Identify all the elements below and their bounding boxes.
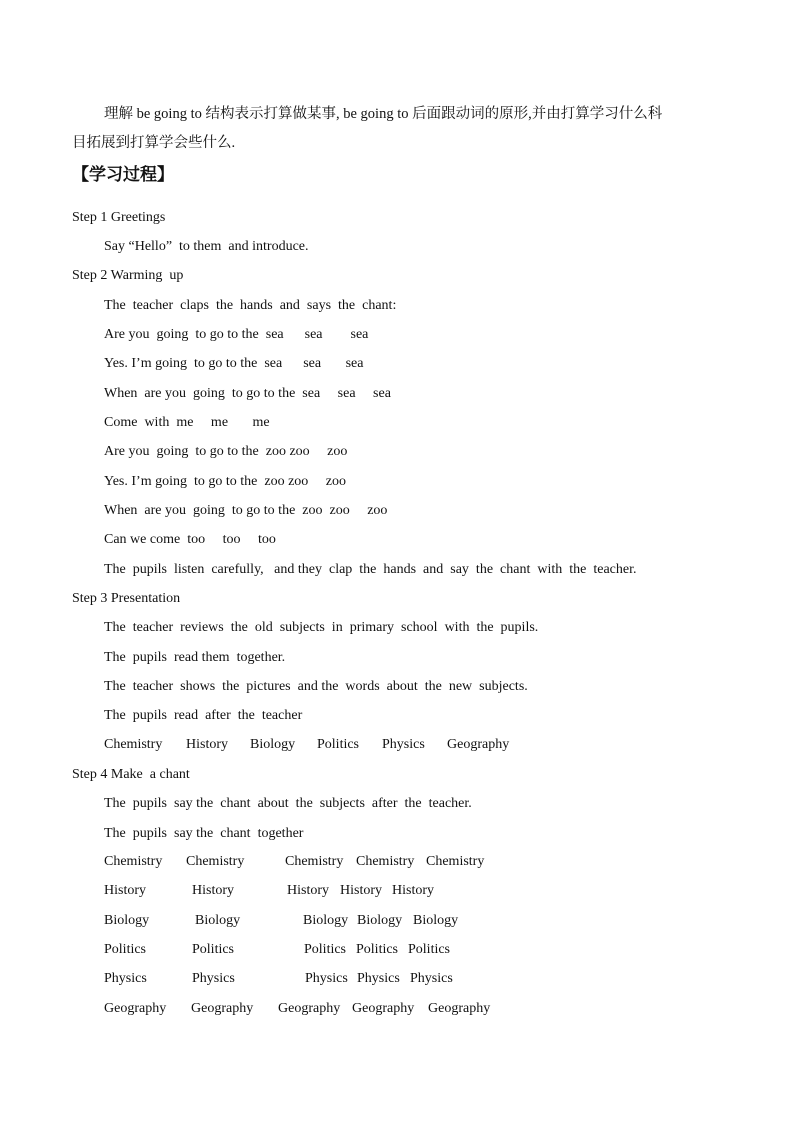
step-2-line: The teacher claps the hands and says the chant:	[104, 298, 397, 313]
step-4-title: Step 4 Make a chant	[72, 767, 190, 782]
step-2-line: The pupils listen carefully, and they clap the hands and say the chant with the teacher.	[104, 562, 637, 577]
chant-word: Biology	[303, 913, 349, 928]
chant-word: Politics	[356, 942, 399, 957]
subject-word: History	[186, 737, 228, 752]
step-2-line: Are you going to go to the sea sea sea	[104, 327, 369, 342]
chant-word: History	[104, 883, 146, 898]
subject-word: Politics	[317, 737, 360, 752]
step-3-title: Step 3 Presentation	[72, 591, 181, 606]
step-2-line: When are you going to go to the sea sea sea	[104, 386, 391, 401]
intro-line-2: 目拓展到打算学会些什么.	[72, 135, 236, 151]
chant-word: History	[192, 883, 234, 898]
chant-word: Chemistry	[104, 854, 163, 869]
step-2-line: Are you going to go to the zoo zoo zoo	[104, 444, 348, 459]
step-3-line: The pupils read them together.	[104, 650, 286, 665]
step-3-line: The teacher reviews the old subjects in primary school with the pupils.	[104, 620, 539, 635]
subject-word: Physics	[382, 737, 425, 752]
chant-word: Biology	[104, 913, 150, 928]
chant-word: Politics	[408, 942, 451, 957]
chant-word: Geography	[352, 1001, 415, 1016]
chant-word: Politics	[104, 942, 147, 957]
subject-word: Chemistry	[104, 737, 163, 752]
chant-word: Politics	[304, 942, 347, 957]
step-4-line: The pupils say the chant about the subjects after the teacher.	[104, 796, 472, 811]
chant-word: Physics	[357, 971, 400, 986]
step-2-line: Yes. I’m going to go to the zoo zoo zoo	[104, 474, 346, 489]
chant-word: Chemistry	[186, 854, 245, 869]
subject-word: Biology	[250, 737, 296, 752]
chant-word: History	[392, 883, 434, 898]
chant-word: Geography	[191, 1001, 254, 1016]
chant-word: Chemistry	[426, 854, 485, 869]
step-2-line: Yes. I’m going to go to the sea sea sea	[104, 356, 364, 371]
chant-word: Chemistry	[285, 854, 344, 869]
chant-word: History	[287, 883, 329, 898]
chant-word: Physics	[192, 971, 235, 986]
chant-word: History	[340, 883, 382, 898]
step-2-title: Step 2 Warming up	[72, 268, 184, 283]
chant-word: Physics	[305, 971, 348, 986]
chant-word: Geography	[278, 1001, 341, 1016]
step-2-line: Can we come too too too	[104, 532, 276, 547]
step-4-line: The pupils say the chant together	[104, 826, 304, 841]
step-3-line: The pupils read after the teacher	[104, 708, 303, 723]
chant-word: Biology	[195, 913, 241, 928]
chant-word: Chemistry	[356, 854, 415, 869]
step-2-line: Come with me me me	[104, 415, 270, 430]
chant-word: Physics	[104, 971, 147, 986]
chant-word: Politics	[192, 942, 235, 957]
chant-word: Biology	[413, 913, 459, 928]
intro-line-1: 理解 be going to 结构表示打算做某事, be going to 后面跟动词的原形,并由打算学习什么科	[104, 106, 663, 122]
chant-word: Geography	[104, 1001, 167, 1016]
chant-word: Geography	[428, 1001, 491, 1016]
step-3-line: The teacher shows the pictures and the words about the new subjects.	[104, 679, 528, 694]
chant-word: Physics	[410, 971, 453, 986]
step-1-line: Say “Hello” to them and introduce.	[104, 239, 309, 254]
section-heading: 【学习过程】	[72, 165, 174, 185]
step-2-line: When are you going to go to the zoo zoo zoo	[104, 503, 388, 518]
step-1-title: Step 1 Greetings	[72, 210, 166, 225]
chant-word: Biology	[357, 913, 403, 928]
subject-word: Geography	[447, 737, 510, 752]
